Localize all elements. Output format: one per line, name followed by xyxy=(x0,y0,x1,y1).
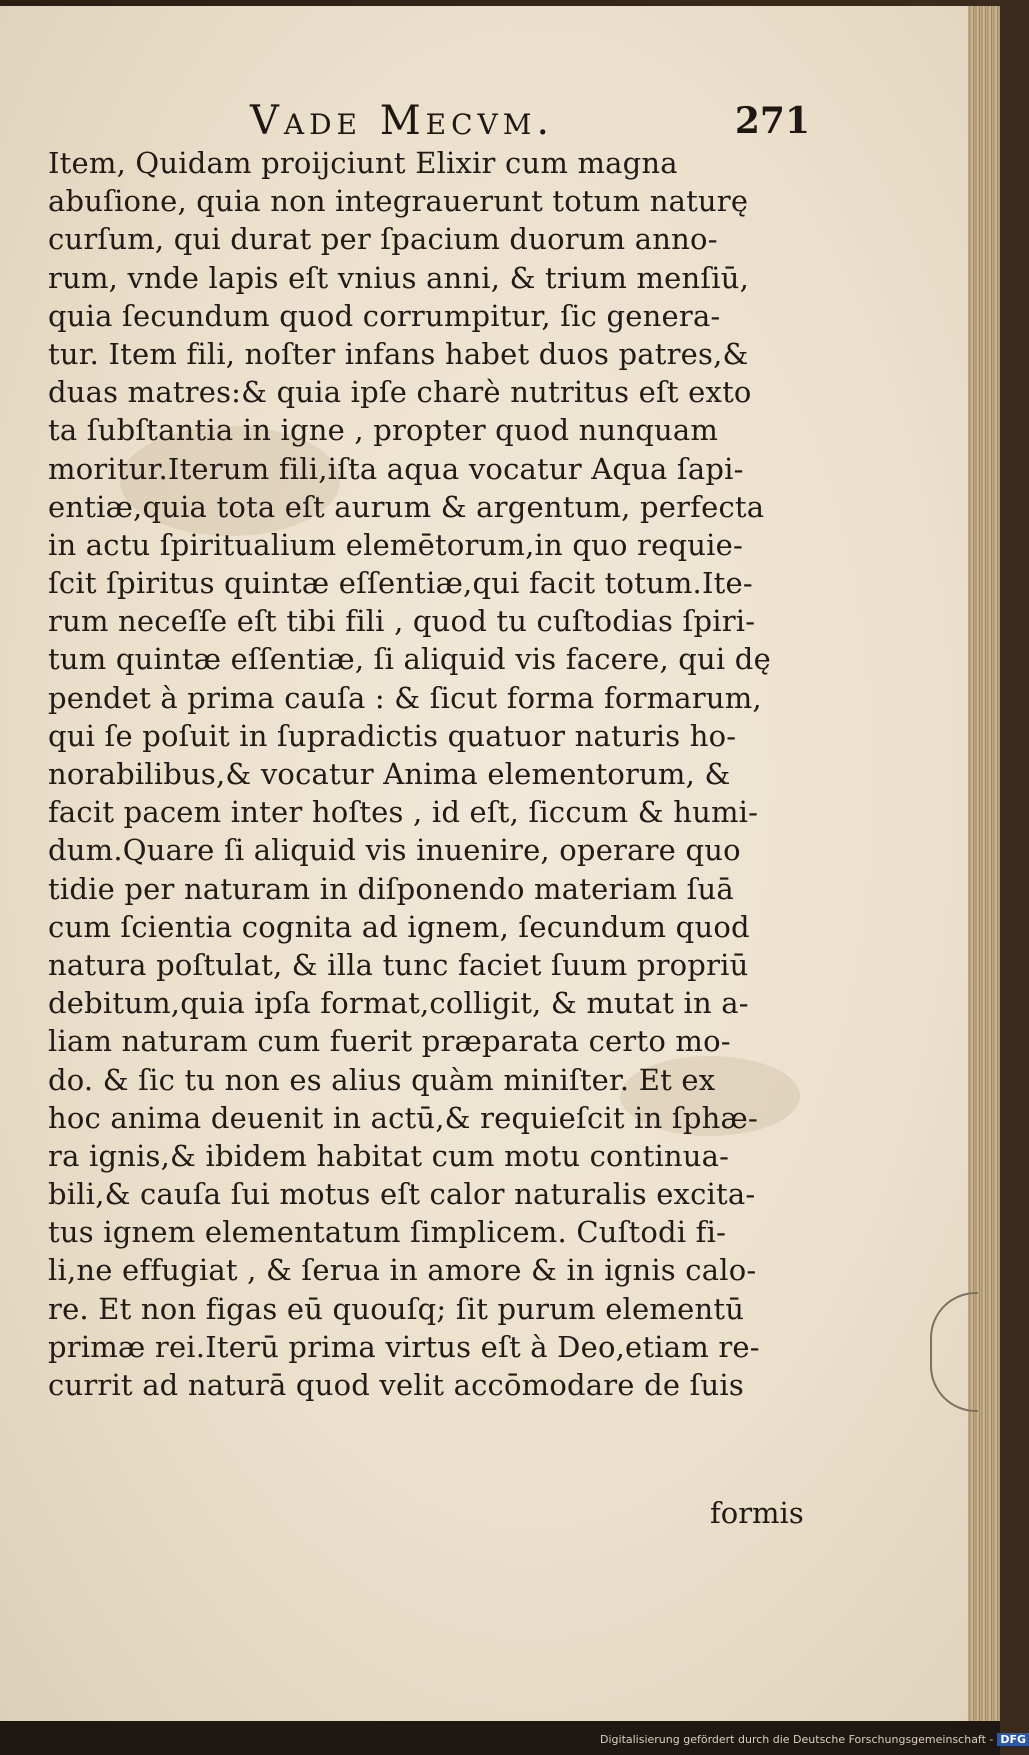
body-line: tum quintæ eſſentiæ, ſi aliquid vis facere, qui dę xyxy=(48,642,771,677)
body-line: ta ſubſtantia in igne , propter quod nunquam xyxy=(48,413,719,448)
dfg-logo: DFG xyxy=(997,1733,1029,1746)
body-line: pendet à prima cauſa : & ſicut forma formarum, xyxy=(48,680,762,715)
page-number: 271 xyxy=(734,100,810,142)
body-line: do. & ſic tu non es alius quàm miniſter. Et ex xyxy=(48,1062,716,1097)
body-line: rum, vnde lapis eſt vnius anni, & trium menſiū, xyxy=(48,260,750,295)
body-line: qui ſe poſuit in ſupradictis quatuor naturis ho- xyxy=(48,718,737,753)
catchword: formis xyxy=(710,1496,804,1530)
running-title: Vade Mecvm. xyxy=(250,98,555,144)
body-line: facit pacem inter hoſtes , id eſt, ſiccum & humi- xyxy=(48,795,759,830)
body-line: primæ rei.Iterū prima virtus eſt à Deo,etiam re- xyxy=(48,1329,760,1364)
body-line: in actu ſpiritualium elemētorum,in quo requie- xyxy=(48,527,743,562)
body-line: tidie per naturam in diſponendo materiam ſuā xyxy=(48,871,734,906)
body-line: currit ad naturā quod velit accōmodare de ſuis xyxy=(48,1368,744,1402)
body-line: cum ſcientia cognita ad ignem, ſecundum quod xyxy=(48,909,750,944)
body-line: ra ignis,& ibidem habitat cum motu continua- xyxy=(48,1138,730,1173)
body-line: tus ignem elementatum ſimplicem. Cuſtodi fi- xyxy=(48,1215,727,1250)
body-line: curſum, qui durat per ſpacium duorum anno- xyxy=(48,222,718,257)
digitization-credit xyxy=(600,1733,1027,1746)
body-line: moritur.Iterum fili,iſta aqua vocatur Aqua ſapi- xyxy=(48,451,744,486)
page-edges xyxy=(968,6,1000,1721)
body-line: hoc anima deuenit in actū,& requieſcit in ſphæ- xyxy=(48,1100,758,1135)
body-line: quia ſecundum quod corrumpitur, ſic genera- xyxy=(48,298,721,333)
body-line: re. Et non figas eū quouſq; ſit purum elementū xyxy=(48,1291,745,1326)
body-line: liam naturam cum fuerit præparata certo mo- xyxy=(48,1024,731,1059)
body-line: bili,& cauſa ſui motus eſt calor naturalis excita- xyxy=(48,1177,756,1212)
body-line: natura poſtulat, & illa tunc faciet ſuum propriū xyxy=(48,947,749,982)
body-line: ſcit ſpiritus quintæ eſſentiæ,qui facit totum.Ite- xyxy=(48,566,753,601)
body-line: dum.Quare ſi aliquid vis inuenire, operare quo xyxy=(48,833,741,868)
body-line: tur. Item fili, noſter infans habet duos patres,& xyxy=(48,336,749,371)
body-line: debitum,quia ipſa format,colligit, & mutat in a- xyxy=(48,986,749,1021)
body-line: norabilibus,& vocatur Anima elementorum, & xyxy=(48,757,731,791)
body-line: abuſione, quia non integrauerunt totum naturę xyxy=(48,184,749,219)
body-line: Item, Quidam proijciunt Elixir cum magna xyxy=(48,146,678,180)
body-text xyxy=(48,144,838,1404)
credit-text: Digitalisierung gefördert durch die Deutsche Forschungsgemeinschaft - xyxy=(600,1733,994,1746)
body-line: li,ne effugiat , & ſerua in amore & in ignis calo- xyxy=(48,1253,757,1288)
paper-page xyxy=(0,6,970,1721)
body-line: duas matres:& quia ipſe charè nutritus eſt exto xyxy=(48,375,752,410)
body-line: rum neceſſe eſt tibi fili , quod tu cuſtodias ſpiri- xyxy=(48,604,756,639)
running-head xyxy=(250,98,810,150)
body-line: entiæ,quia tota eſt aurum & argentum, perfecta xyxy=(48,489,765,524)
